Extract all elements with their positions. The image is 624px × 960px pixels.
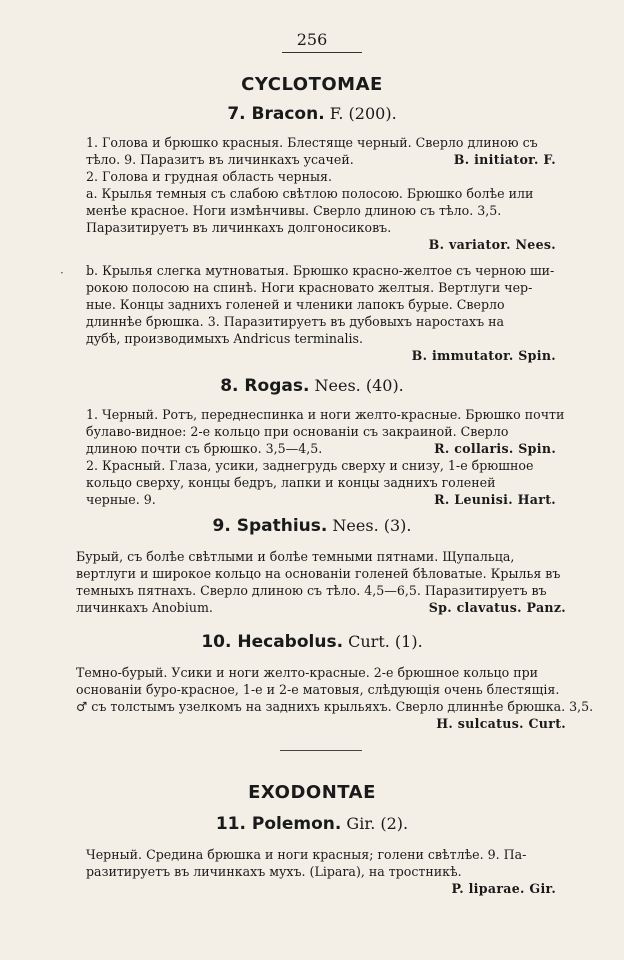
page-number-rule: [282, 52, 362, 53]
species-name: B. variator. Nees.: [428, 237, 556, 252]
spathius-description: [76, 548, 566, 616]
text-fragment: личинкахъ Anobium.: [76, 600, 213, 615]
text-line: дубѣ, производимыхъ Andricus terminalis.: [86, 331, 363, 346]
margin-mark: ·: [60, 266, 64, 280]
genus-name: 7. Bracon.: [227, 104, 325, 124]
text-line: Черный. Средина брюшка и ноги красныя; голени свѣтлѣе. 9. Па-: [86, 847, 527, 862]
text-line: кольцо сверху, концы бедръ, лапки и концы заднихъ голеней: [86, 475, 496, 490]
section-divider: [280, 750, 362, 751]
family-heading-cyclotomae: CYCLOTOMAE: [241, 74, 383, 95]
text-line: разитируетъ въ личинкахъ мухъ. (Lipara), на тростникѣ.: [86, 864, 462, 879]
text-fragment: тѣло. 9. Паразитъ въ личинкахъ усачей.: [86, 152, 354, 167]
text-line: 1. Черный. Ротъ, переднеспинка и ноги желто-красные. Брюшко почти: [86, 407, 565, 422]
genus-heading-bracon: [0, 104, 624, 124]
text-line: 2. Голова и грудная область черныя.: [86, 169, 332, 184]
text-line: рокою полосою на спинѣ. Ноги красновато желтыя. Вертлуги чер-: [86, 280, 533, 295]
text-line: вертлуги и широкое кольцо на основаніи голеней бѣловатые. Крылья въ: [76, 566, 561, 581]
text-line: Бурый, съ болѣе свѣтлыми и болѣе темными пятнами. Щупальца,: [76, 549, 515, 564]
text-line: [76, 599, 566, 616]
genus-name: 8. Rogas.: [220, 376, 310, 396]
text-line: булаво-видное: 2-е кольцо при основаніи съ закраиной. Сверло: [86, 424, 509, 439]
rogas-couplets: [86, 406, 565, 508]
text-fragment: длиною почти съ брюшко. 3,5—4,5.: [86, 441, 323, 456]
genus-heading-polemon: [0, 814, 624, 834]
text-line: [86, 151, 556, 168]
species-name: Sp. clavatus. Panz.: [428, 600, 566, 615]
text-line: [86, 440, 556, 457]
text-line: 2. Красный. Глаза, усики, заднегрудь сверху и снизу, 1-е брюшное: [86, 458, 534, 473]
genus-author: F. (200).: [329, 104, 397, 123]
text-line: длиннѣе брюшка. 3. Паразитируетъ въ дубовыхъ наростахъ на: [86, 314, 505, 329]
genus-heading-rogas: [0, 376, 624, 396]
text-line: 1. Голова и брюшко красныя. Блестяще черный. Сверло длиною съ: [86, 135, 538, 150]
text-line: ные. Концы заднихъ голеней и членики лапокъ бурые. Сверло: [86, 297, 505, 312]
page-number: 256: [296, 30, 328, 49]
hecabolus-description: [76, 664, 594, 732]
species-name: B. initiator. F.: [453, 152, 556, 167]
text-fragment: черные. 9.: [86, 492, 156, 507]
genus-author: Curt. (1).: [348, 632, 423, 651]
text-line: [86, 491, 556, 508]
genus-author: Nees. (3).: [332, 516, 412, 535]
genus-author: Gir. (2).: [346, 814, 409, 833]
genus-name: 10. Hecabolus.: [201, 632, 344, 652]
text-line: Паразитируетъ въ личинкахъ долгоносиковъ.: [86, 220, 392, 235]
genus-heading-hecabolus: [0, 632, 624, 652]
species-name: H. sulcatus. Curt.: [436, 716, 566, 731]
genus-name: 9. Spathius.: [212, 516, 328, 536]
text-line: менѣе красное. Ноги измѣнчивы. Сверло длиною съ тѣло. 3,5.: [86, 203, 502, 218]
genus-heading-spathius: [0, 516, 624, 536]
text-line: Темно-бурый. Усики и ноги желто-красные. 2-е брюшное кольцо при: [76, 665, 539, 680]
text-line: основаніи буро-красное, 1-е и 2-е матовыя, слѣдующія очень блестящія.: [76, 682, 560, 697]
species-name: R. collaris. Spin.: [434, 441, 556, 456]
species-name: B. immutator. Spin.: [411, 348, 556, 363]
bracon-couplet-b: [86, 262, 556, 364]
text-line: темныхъ пятнахъ. Сверло длиною съ тѣло. 4,5—6,5. Паразитируетъ въ: [76, 583, 547, 598]
species-name: P. liparae. Gir.: [451, 881, 556, 896]
genus-name: 11. Polemon.: [215, 814, 342, 834]
bracon-couplet-1: [86, 134, 556, 253]
family-heading-exodontae: EXODONTAE: [248, 782, 376, 803]
genus-author: Nees. (40).: [314, 376, 404, 395]
text-line: a. Крылья темныя съ слабою свѣтлою полосою. Брюшко болѣе или: [86, 186, 534, 201]
text-line: b. Крылья слегка мутноватыя. Брюшко красно-желтое съ черною ши-: [86, 263, 555, 278]
species-name: R. Leunisi. Hart.: [434, 492, 556, 507]
text-line: ♂ съ толстымъ узелкомъ на заднихъ крыльяхъ. Сверло длиннѣе брюшка. 3,5.: [76, 699, 594, 714]
polemon-description: [86, 846, 556, 897]
